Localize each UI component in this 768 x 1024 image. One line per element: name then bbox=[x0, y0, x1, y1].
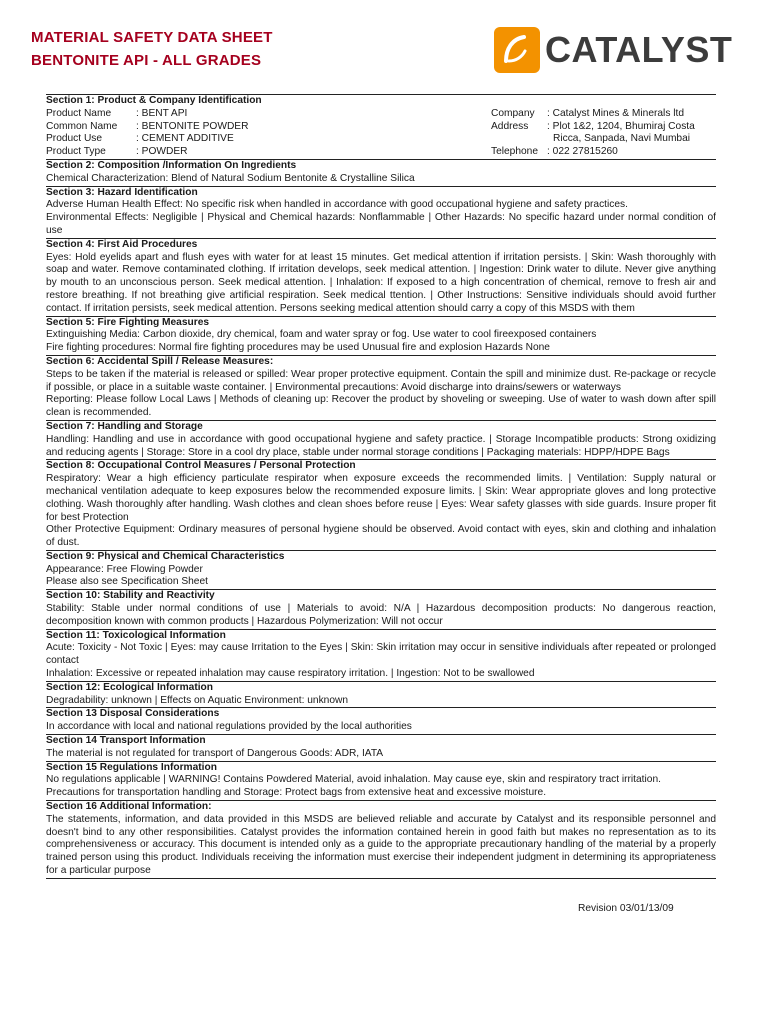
section-title: Section 10: Stability and Reactivity bbox=[46, 590, 215, 602]
product-name-row bbox=[46, 108, 491, 121]
section-paragraph: Steps to be taken if the material is released or spilled: Wear proper protective equipment. Contain the spill and minimize dust. Re-package or recycle if possible, or place in a suitable waste container. | Environmental precautions: Avoid discharge into drains/sewers or waterways bbox=[46, 368, 716, 393]
section-paragraph: Other Protective Equipment: Ordinary measures of personal hygiene should be observed. Avoid contact with eyes, skin and clothing and inhalation of dust. bbox=[46, 524, 716, 549]
section-15 bbox=[46, 761, 716, 800]
section-2 bbox=[46, 159, 716, 186]
section-11 bbox=[46, 629, 716, 681]
section-title: Section 6: Accidental Spill / Release Measures: bbox=[46, 355, 274, 367]
section-5 bbox=[46, 316, 716, 355]
section-7 bbox=[46, 420, 716, 459]
section-10 bbox=[46, 589, 716, 628]
section-paragraph: Respiratory: Wear a high efficiency particulate respirator when exposure exceeds the recommended limits. | Ventilation: Supply natural or mechanical ventilation adequate to keep exposures below the recommended exposure limits. | Skin: Wear appropriate gloves and long protective clothing. Wash thoroughly after handling. Wash clothes and clean shoes before reuse | Eyes: Wear safety glasses with side guards. Insure proper fit for best Protection bbox=[46, 473, 716, 523]
section-title: Section 16 Additional Information: bbox=[46, 801, 212, 813]
section-paragraph: Stability: Stable under normal conditions of use | Materials to avoid: N/A | Hazardous decomposition products: No dangerous reaction, decomposition known with common products | Hazardous Polymerization: Will not occur bbox=[46, 603, 716, 627]
section-paragraph: Acute: Toxicity - Not Toxic | Eyes: may cause Irritation to the Eyes | Skin: Skin irritation may occur in sensitive individuals after repeated or prolonged contact bbox=[46, 642, 716, 667]
section-paragraph: Appearance: Free Flowing Powder bbox=[46, 563, 203, 575]
field-value: : 022 27815260 bbox=[547, 146, 618, 158]
field-label: Product Name bbox=[46, 107, 112, 119]
company-row bbox=[491, 108, 695, 121]
catalyst-logo bbox=[494, 27, 732, 73]
field-label: Telephone bbox=[491, 146, 539, 158]
section-paragraph: Degradability: unknown | Effects on Aquatic Environment: unknown bbox=[46, 694, 349, 706]
telephone-row bbox=[491, 146, 695, 159]
section-paragraph: Eyes: Hold eyelids apart and flush eyes with water for at least 15 minutes. Get medical attention if irritation persists. | Skin: Wash thoroughly with soap and water. Remove contaminated clothing. If irritation develops, seek medical attention. | Ingestion: Drink water to dilute. Never give anything by mouth to an unconscious person. Seek medical attention. | Inhalation: If exposed to a high concentration of chemical, remove to fresh air and restore breathing. If not breathing give artificial respiration. Seek medical ttention. | Other Instructions: Sensitive individuals should avoid further contact. If irritation persists, seek medical attention. Persons seeking medical attention should carry a copy of this MSDS with them bbox=[46, 251, 716, 314]
brand-name: CATALYST bbox=[545, 29, 733, 70]
section-paragraph: Reporting: Please follow Local Laws | Methods of cleaning up: Recover the product by shoveling or sweeping. Use of water to wash down after spill clean is recommended. bbox=[46, 394, 716, 419]
section-title: Section 3: Hazard Identification bbox=[46, 186, 198, 198]
section-title: Section 8: Occupational Control Measures / Personal Protection bbox=[46, 460, 356, 472]
field-value: : BENT API bbox=[136, 107, 188, 119]
section-title: Section 14 Transport Information bbox=[46, 735, 206, 747]
field-value: : CEMENT ADDITIVE bbox=[136, 133, 234, 145]
field-value: : Catalyst Mines & Minerals ltd bbox=[547, 107, 685, 119]
section-12 bbox=[46, 681, 716, 708]
section-paragraph: Extinguishing Media: Carbon dioxide, dry chemical, foam and water spray or fog. Use water to cool fireexposed containers bbox=[46, 329, 597, 341]
section-title: Section 2: Composition /Information On Ingredients bbox=[46, 159, 297, 171]
section-13 bbox=[46, 707, 716, 734]
document-subtitle: BENTONITE API - ALL GRADES bbox=[31, 52, 262, 69]
address-row-2 bbox=[491, 133, 695, 146]
section-paragraph: In accordance with local and national regulations provided by the local authorities bbox=[46, 721, 412, 733]
section-title: Section 5: Fire Fighting Measures bbox=[46, 316, 210, 328]
field-label: Product Use bbox=[46, 133, 103, 145]
common-name-row bbox=[46, 121, 491, 134]
product-type-row bbox=[46, 146, 491, 159]
section-paragraph: Adverse Human Health Effect: No specific risk when handled in accordance with good occupational hygiene and safety practices. bbox=[46, 199, 628, 211]
section-16 bbox=[46, 800, 716, 878]
section-paragraph: Handling: Handling and use in accordance with good occupational hygiene and safety practice. | Storage Incompatible products: Strong oxidizing and reducing agents | Storage: Store in a cool dry place, stable under normal storage conditions | Packaging materials: HDPP/HDPE Bags bbox=[46, 433, 716, 458]
section-paragraph: Precautions for transportation handling and Storage: Protect bags from extensive heat and excessive moisture. bbox=[46, 787, 547, 799]
document-title: MATERIAL SAFETY DATA SHEET bbox=[31, 29, 273, 46]
field-value: : BENTONITE POWDER bbox=[136, 120, 249, 132]
section-title: Section 7: Handling and Storage bbox=[46, 420, 203, 432]
section-paragraph: Chemical Characterization: Blend of Natural Sodium Bentonite & Crystalline Silica bbox=[46, 172, 415, 184]
section-title: Section 4: First Aid Procedures bbox=[46, 238, 198, 250]
field-value: : Plot 1&2, 1204, Bhumiraj Costa bbox=[547, 120, 695, 132]
revision-number: Revision 03/01/13/09 bbox=[578, 903, 674, 914]
field-value: : POWDER bbox=[136, 146, 188, 158]
field-label: Address bbox=[491, 120, 529, 132]
section-paragraph: Please also see Specification Sheet bbox=[46, 576, 208, 588]
section-paragraph: Fire fighting procedures: Normal fire fighting procedures may be used Unusual fire and explosion Hazards None bbox=[46, 342, 550, 354]
section-paragraph: The material is not regulated for transport of Dangerous Goods: ADR, IATA bbox=[46, 747, 384, 759]
section-4 bbox=[46, 238, 716, 316]
section-1 bbox=[46, 94, 716, 159]
section-paragraph: No regulations applicable | WARNING! Contains Powdered Material, avoid inhalation. May cause eye, skin and respiratory tract irritation. bbox=[46, 774, 661, 786]
field-value: Ricca, Sanpada, Navi Mumbai bbox=[553, 133, 691, 145]
section-3 bbox=[46, 186, 716, 238]
section-6 bbox=[46, 355, 716, 420]
section-title: Section 12: Ecological Information bbox=[46, 681, 213, 693]
section-title: Section 9: Physical and Chemical Characteristics bbox=[46, 550, 285, 562]
section-title: Section 1: Product & Company Identification bbox=[46, 95, 262, 106]
field-label: Common Name bbox=[46, 120, 118, 132]
section-paragraph: The statements, information, and data provided in this MSDS are believed reliable and accurate by Catalyst and its responsible personnel and doesn't bind to any other responsibilities. Catalyst provides the information contained herein in good faith but makes no representation as to its comprehensiveness or accuracy. This document is intended only as a guide to the appropriate precautionary handling of the material by a properly trained person using this product. Individuals receiving the information must exercise their independent judgment in determining its appropriateness for a particular purpose bbox=[46, 813, 716, 877]
product-identification bbox=[46, 108, 491, 159]
msds-document bbox=[46, 94, 716, 879]
address-row bbox=[491, 121, 695, 134]
field-label: Product Type bbox=[46, 146, 106, 158]
section-8 bbox=[46, 459, 716, 550]
company-identification bbox=[491, 108, 695, 159]
section-14 bbox=[46, 734, 716, 761]
section-title: Section 13 Disposal Considerations bbox=[46, 708, 220, 720]
section-title: Section 11: Toxicological Information bbox=[46, 629, 226, 641]
section-9 bbox=[46, 550, 716, 589]
section-paragraph: Environmental Effects: Negligible | Physical and Chemical hazards: Nonflammable | Other Hazards: No specific hazard under normal condition of use bbox=[46, 212, 716, 236]
product-use-row bbox=[46, 133, 491, 146]
section-title: Section 15 Regulations Information bbox=[46, 761, 217, 773]
field-label: Company bbox=[491, 107, 535, 119]
catalyst-logo-icon bbox=[494, 27, 540, 73]
section-paragraph: Inhalation: Excessive or repeated inhalation may cause respiratory irritation. | Ingestion: Not to be swallowed bbox=[46, 668, 535, 680]
